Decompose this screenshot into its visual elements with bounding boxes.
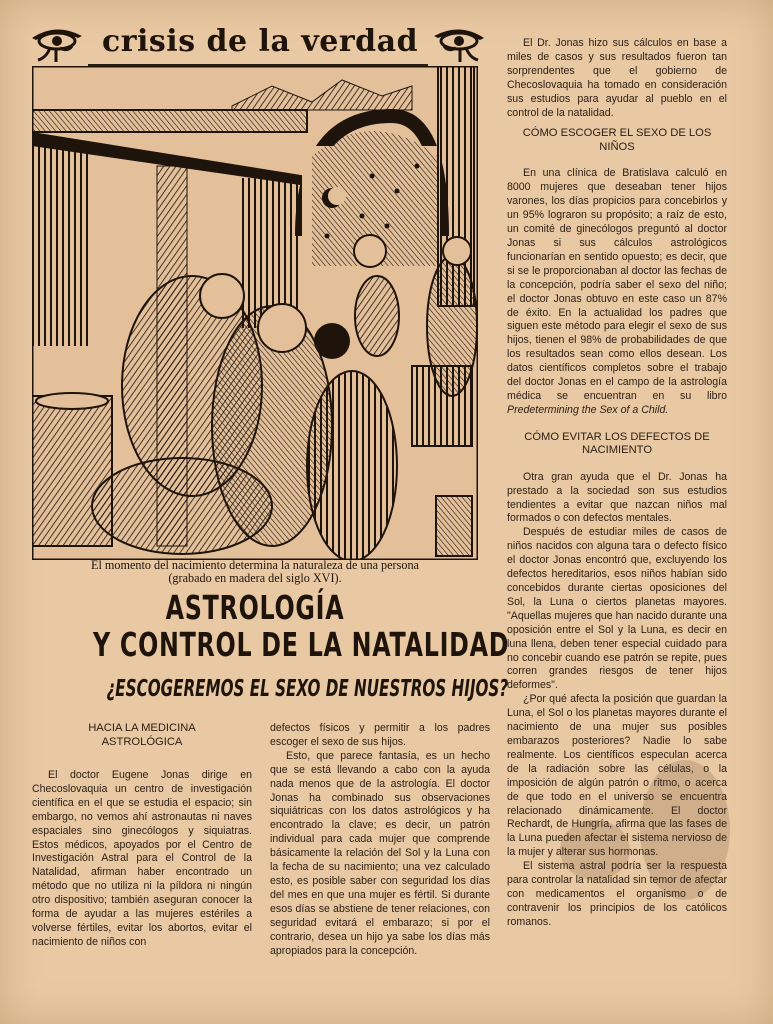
header-title: crisis de la verdad bbox=[101, 24, 419, 59]
caption-line-2: (grabado en madera del siglo XVI). bbox=[168, 571, 342, 585]
subheadline: ¿ESCOGEREMOS EL SEXO DE NUESTROS HIJOS? bbox=[106, 676, 509, 702]
left-heading-line-2: ASTROLÓGICA bbox=[101, 735, 183, 748]
right-paragraph-3: Otra gran ayuda que el Dr. Jonas ha prestado a la sociedad son sus estudios tendientes a evitar que nazcan niños mal formados o con defectos mentales. bbox=[507, 470, 727, 525]
section-header bbox=[28, 22, 486, 68]
left-column bbox=[32, 722, 252, 950]
middle-paragraph-2: Esto, que parece fantasía, es un hecho que se está llevando a cabo con la ayuda nada menos que de la astrología. El doctor Jonas ha combinado sus observaciones siquiátricas con los datos astrológicos y ha encontrado la clave; es decir, un patrón individual para cada mujer que comprende básicamente la relación del Sol y la Luna con la fecha de su nacimiento; una vez calculado esto, es posible saber con seguridad los días del mes en que una mujer es fértil. Si durante esos días se abstiene de tener relaciones, con seguridad evitará el embarazo; si por el contrario, desea un hijo ya sabe los días más apropiados para la concepción. bbox=[270, 749, 490, 957]
caption-line-1: El momento del nacimiento determina la naturaleza de una persona bbox=[91, 558, 419, 572]
headline-line-1: ASTROLOGÍA bbox=[165, 588, 345, 627]
right-heading-2-line-2: NACIMIENTO bbox=[581, 444, 653, 457]
eye-of-horus-icon bbox=[430, 24, 488, 64]
eye-of-horus-icon bbox=[28, 24, 86, 64]
right-paragraph-5: ¿Por qué afecta la posición que guardan la Luna, el Sol o los planetas mayores durante el nacimiento de una mujer sus posibles embarazos posteriores? Nadie lo sabe realmente. Los científicos especulan acerca de la radiación sobre las células, o la imposición de algún patrón o ritmo, o acerca de que todo en el universo se encuentra relacionado dinámicamente. El doctor Rechardt, de Hungría, afirma que las fases de la Luna pueden afectar el sistema nervioso de la mujer y alterar sus hormonas. bbox=[507, 693, 727, 859]
headline-line-2: Y CONTROL DE LA NATALIDAD bbox=[93, 625, 510, 664]
right-column bbox=[507, 37, 727, 930]
right-paragraph-1: El Dr. Jonas hizo sus cálculos en base a miles de casos y sus resultados fueron tan sorprendentes que el gobierno de Checoslovaquia ha tomado en consideración sus estudios para ayudar al pueblo en el control de la natalidad. bbox=[507, 37, 727, 119]
right-paragraph-6: El sistema astral podría ser la respuesta para controlar la natalidad sin temor de afectar con medicamentos el organismo o de contravenir los principios de los católicos romanos. bbox=[507, 860, 727, 928]
right-paragraph-4: Después de estudiar miles de casos de niños nacidos con alguna tara o defecto físico el doctor Jonas encontró que, excluyendo los defectos hereditarios, esos niños habían sido concebidos durante ciertas oposiciones del Sol, la Luna o ciertos planetas mayores. "Aquellas mujeres que han nacido durante una oposición entre el Sol y la Luna, es decir en luna llena, deben tener especial cuidado para no concebir cuando ese patrón se repite, pues corren grandes riesgos de tener hijos deformes". bbox=[507, 526, 727, 692]
middle-column bbox=[270, 722, 490, 958]
middle-paragraph-1: defectos físicos y permitir a los padres escoger el sexo de sus hijos. bbox=[270, 722, 490, 748]
illustration-caption bbox=[30, 559, 480, 585]
right-heading-2-line-1: CÓMO EVITAR LOS DEFECTOS DE bbox=[524, 430, 710, 443]
book-title: Predetermining the Sex of a Child. bbox=[507, 403, 669, 416]
right-paragraph-2 bbox=[507, 167, 727, 417]
right-heading-1-line-2: NIÑOS bbox=[599, 140, 635, 153]
left-heading-line-1: HACIA LA MEDICINA bbox=[88, 722, 196, 734]
left-paragraph-1: El doctor Eugene Jonas dirige en Checoslovaquia un centro de investigación científica en el que se estudia el espacio; sin embargo, no vemos ahí astronautas ni naves espaciales sino ginecólogos y siquiatras. Estos médicos, apoyados por el Centro de Investigación Astral para el Control de la Natalidad, afirman haber encontrado un método que no utiliza ni la píldora ni ningún otro dispositivo; también aseguran conocer la forma de ayudar a las mujeres estériles a volverse fértiles, evitar los abortos, evitar el nacimiento de niños con bbox=[32, 769, 252, 948]
right-heading-1-line-1: CÓMO ESCOGER EL SEXO DE LOS bbox=[522, 127, 712, 140]
right-paragraph-2-text: En una clínica de Bratislava calculó en 8000 mujeres que deseaban tener hijos varones, los días propicios para concebirlos y un 95% lograron su propósito; a raíz de esto, un comité de ginecólogos preguntó al doctor Jonas si sus cálculos astrológicos funcionarían en sentido opuesto; es decir, que si se le proporcionaban al doctor las fechas de la concepción, podría saber el sexo del niño; el doctor Jonas obtuvo en este caso un 87% de éxito. En la actualidad los padres que siguen este método para elegir el sexo de sus hijos, tienen el 98% de probabilidades de que los resultados sean como ellos desean. Los datos científicos completos sobre el trabajo del doctor Jonas en el campo de la astrología médica se encuentran en su libro bbox=[507, 167, 727, 402]
woodcut-illustration bbox=[32, 66, 478, 560]
